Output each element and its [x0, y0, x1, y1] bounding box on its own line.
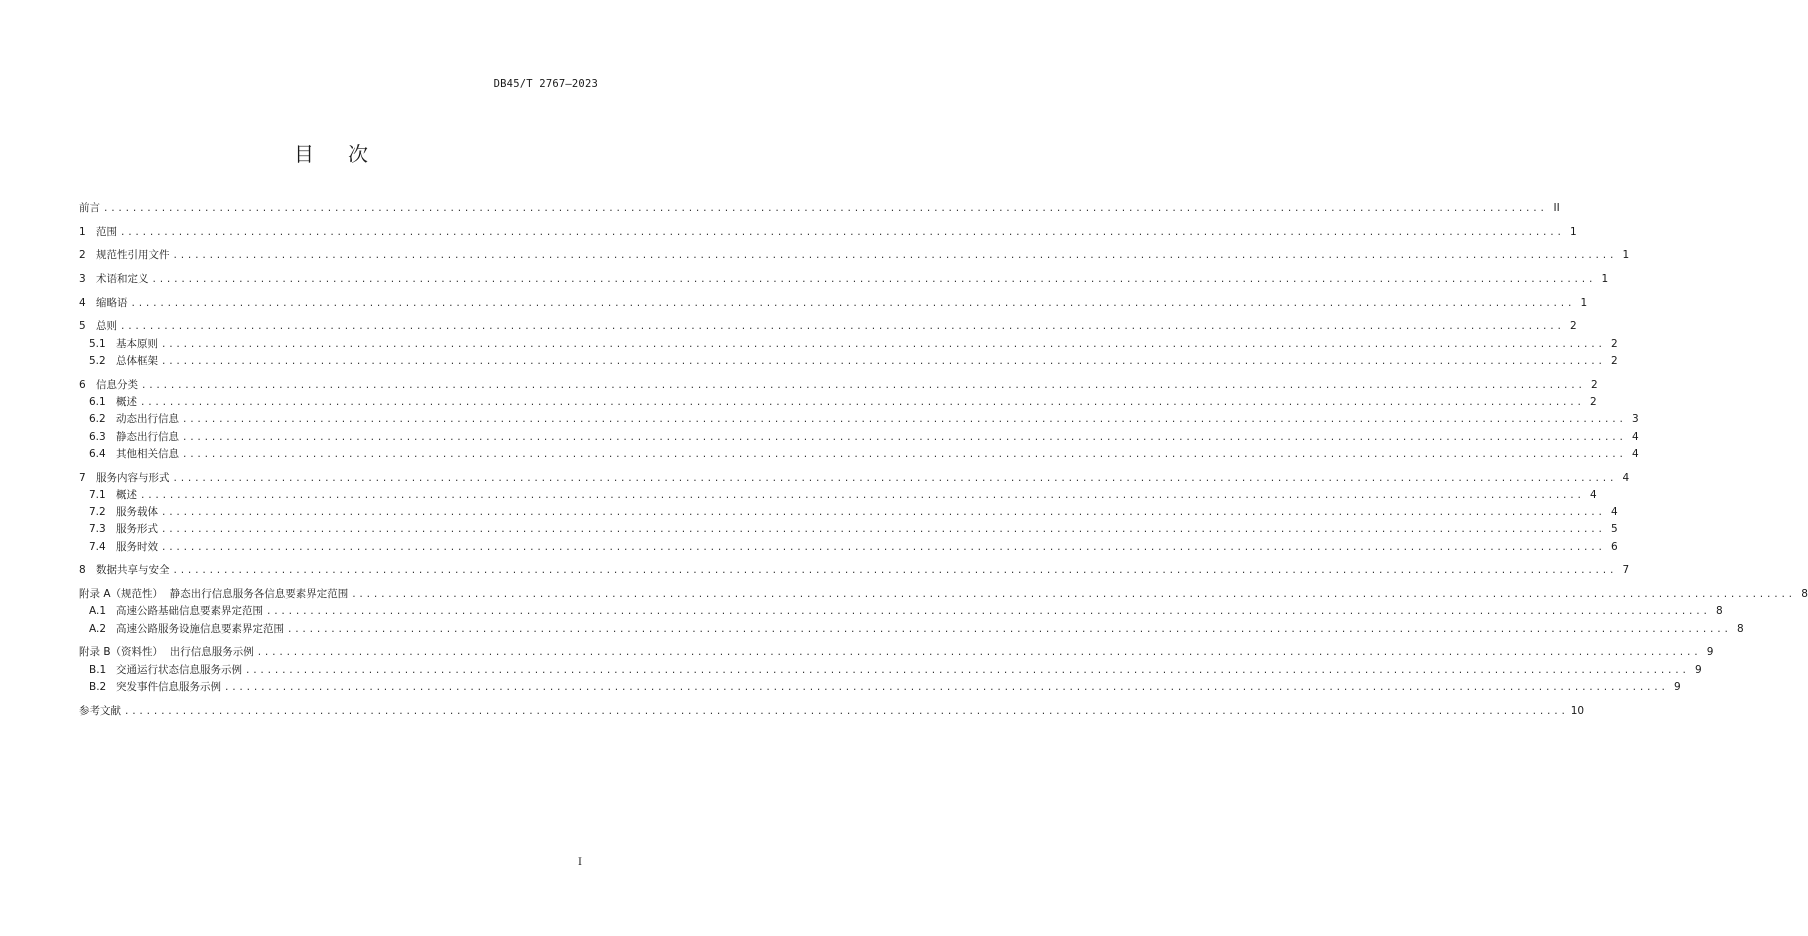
- toc-entry[interactable]: [79, 430, 1639, 445]
- toc-entry[interactable]: [79, 447, 1639, 462]
- toc-entry-label: 动态出行信息: [116, 413, 179, 426]
- toc-entry-page: 8: [1737, 622, 1744, 635]
- toc-entry-number: 8: [79, 564, 86, 577]
- toc-entry[interactable]: [79, 622, 1744, 637]
- toc-entry-page: 2: [1591, 378, 1598, 391]
- toc-entry-number: 7.3: [89, 523, 106, 536]
- dot-leader: ........................................................................................................................................................................................................: [161, 357, 1605, 368]
- toc-entry-number: 4: [79, 296, 86, 309]
- toc-entry-page: 4: [1611, 506, 1618, 519]
- toc-entry[interactable]: [79, 249, 1630, 263]
- toc-entry-label: 附录 A（规范性） 静态出行信息服务各信息要素界定范围: [79, 588, 349, 601]
- title-char-2: 次: [348, 142, 368, 166]
- toc-entry-page: 2: [1590, 396, 1597, 409]
- toc-entry-page: 1: [1622, 249, 1630, 262]
- toc-entry[interactable]: [79, 296, 1588, 311]
- toc-entry-label: 高速公路基础信息要素界定范围: [116, 605, 263, 618]
- toc-entry-page: 10: [1570, 704, 1585, 717]
- toc-entry-label: 范围: [96, 225, 117, 238]
- toc-entry-label: 服务内容与形式: [96, 471, 170, 484]
- dot-leader: ........................................................................................................................................................................................................: [245, 665, 1689, 676]
- toc-entry-number: 7: [79, 471, 86, 484]
- toc-entry[interactable]: [79, 413, 1639, 427]
- toc-entry-number: 5: [79, 320, 86, 333]
- toc-entry-label: 附录 B（资料性） 出行信息服务示例: [79, 646, 254, 659]
- toc-entry[interactable]: [79, 225, 1577, 240]
- toc-entry-label: 术语和定义: [96, 273, 149, 286]
- toc-entry-label: 服务形式: [116, 523, 158, 536]
- toc-entry-page: 4: [1632, 447, 1639, 460]
- table-of-contents: [79, 199, 1808, 719]
- dot-leader: ........................................................................................................................................................................................................: [141, 380, 1585, 391]
- title-char-1: 目: [294, 142, 314, 166]
- dot-leader: ........................................................................................................................................................................................................: [103, 204, 1547, 214]
- toc-entry-label: 概述: [116, 488, 137, 501]
- toc-entry[interactable]: [79, 605, 1723, 619]
- toc-entry-page: 2: [1611, 355, 1618, 368]
- toc-entry-label: 总则: [96, 320, 117, 333]
- toc-entry-label: 信息分类: [96, 378, 138, 391]
- toc-entry-label: 前言: [79, 202, 100, 214]
- toc-entry-label: 突发事件信息服务示例: [116, 681, 221, 694]
- toc-entry-page: 9: [1706, 646, 1714, 659]
- toc-entry[interactable]: [79, 663, 1702, 678]
- dot-leader: ........................................................................................................................................................................................................: [351, 590, 1795, 601]
- toc-entry-page: 1: [1570, 225, 1577, 238]
- toc-entry[interactable]: [79, 704, 1585, 719]
- toc-entry-page: 3: [1632, 413, 1639, 426]
- page-title: [0, 138, 662, 167]
- toc-entry-label: 参考文献: [79, 704, 121, 717]
- toc-entry-label: 服务载体: [116, 506, 158, 519]
- toc-entry[interactable]: [79, 378, 1598, 393]
- toc-entry-number: B.1: [89, 663, 107, 676]
- dot-leader: ........................................................................................................................................................................................................: [266, 607, 1710, 618]
- toc-entry-page: 9: [1674, 681, 1681, 694]
- toc-entry-label: 服务时效: [116, 540, 158, 553]
- toc-entry-page: 6: [1611, 540, 1618, 553]
- toc-entry[interactable]: [79, 396, 1597, 410]
- dot-leader: ........................................................................................................................................................................................................: [287, 624, 1731, 635]
- toc-entry[interactable]: [79, 646, 1714, 660]
- toc-entry[interactable]: [79, 540, 1618, 555]
- toc-entry-number: 7.2: [89, 506, 106, 519]
- toc-entry[interactable]: [79, 337, 1618, 352]
- dot-leader: ........................................................................................................................................................................................................: [224, 683, 1668, 694]
- toc-entry-number: B.2: [89, 681, 107, 694]
- toc-entry-number: 3: [79, 273, 86, 286]
- toc-entry-label: 数据共享与安全: [96, 564, 170, 577]
- toc-entry[interactable]: [79, 320, 1577, 334]
- toc-entry-number: 5.2: [89, 355, 106, 368]
- dot-leader: ........................................................................................................................................................................................................: [140, 398, 1584, 409]
- dot-leader: ........................................................................................................................................................................................................: [140, 490, 1584, 501]
- toc-entry-page: 9: [1695, 663, 1702, 676]
- toc-entry-page: II: [1553, 202, 1560, 214]
- toc-entry-page: 4: [1622, 471, 1630, 484]
- toc-entry-page: 5: [1611, 523, 1618, 536]
- toc-entry[interactable]: [79, 488, 1597, 503]
- toc-entry-page: 1: [1601, 273, 1609, 286]
- dot-leader: ........................................................................................................................................................................................................: [182, 449, 1626, 460]
- dot-leader: ........................................................................................................................................................................................................: [172, 566, 1617, 577]
- toc-entry-number: 7.1: [89, 488, 106, 501]
- toc-entry-label: 概述: [116, 396, 137, 409]
- toc-entry-number: 5.1: [89, 337, 106, 350]
- document-code: DB45/T 2767—2023: [493, 78, 598, 90]
- toc-entry[interactable]: [79, 588, 1808, 602]
- dot-leader: ........................................................................................................................................................................................................: [256, 648, 1701, 659]
- toc-entry[interactable]: [79, 471, 1630, 486]
- toc-entry-page: 8: [1801, 588, 1808, 601]
- toc-entry-page: 8: [1716, 605, 1723, 618]
- toc-entry-number: A.2: [89, 622, 107, 635]
- dot-leader: ........................................................................................................................................................................................................: [182, 415, 1626, 426]
- toc-entry-label: 规范性引用文件: [96, 249, 170, 262]
- dot-leader: ........................................................................................................................................................................................................: [161, 525, 1605, 536]
- page-number: I: [578, 857, 582, 868]
- toc-entry[interactable]: [79, 202, 1560, 216]
- toc-entry[interactable]: [79, 273, 1609, 287]
- toc-entry[interactable]: [79, 681, 1681, 695]
- toc-entry[interactable]: [79, 355, 1618, 369]
- dot-leader: ........................................................................................................................................................................................................: [161, 508, 1605, 519]
- dot-leader: ........................................................................................................................................................................................................: [120, 322, 1564, 333]
- toc-entry-page: 4: [1590, 488, 1597, 501]
- toc-entry-number: 6.2: [89, 413, 106, 426]
- toc-entry-label: 其他相关信息: [116, 447, 179, 460]
- toc-entry[interactable]: [79, 564, 1630, 578]
- dot-leader: ........................................................................................................................................................................................................: [172, 251, 1617, 262]
- toc-entry-label: 缩略语: [96, 296, 128, 309]
- dot-leader: ........................................................................................................................................................................................................: [182, 432, 1626, 443]
- toc-entry-label: 静态出行信息: [116, 430, 179, 443]
- toc-entry-label: 高速公路服务设施信息要素界定范围: [116, 622, 284, 635]
- dot-leader: ........................................................................................................................................................................................................: [130, 298, 1575, 309]
- toc-entry[interactable]: [79, 523, 1618, 537]
- dot-leader: ........................................................................................................................................................................................................: [161, 339, 1605, 350]
- toc-entry-page: 4: [1632, 430, 1639, 443]
- toc-entry[interactable]: [79, 506, 1618, 520]
- toc-entry-number: 6: [79, 378, 86, 391]
- toc-entry-page: 1: [1580, 296, 1588, 309]
- dot-leader: ........................................................................................................................................................................................................: [124, 706, 1568, 717]
- toc-entry-number: 6.4: [89, 447, 106, 460]
- dot-leader: ........................................................................................................................................................................................................: [172, 473, 1617, 484]
- toc-entry-page: 7: [1622, 564, 1630, 577]
- toc-entry-label: 总体框架: [116, 355, 158, 368]
- toc-entry-number: 6.1: [89, 396, 106, 409]
- toc-entry-label: 基本原则: [116, 337, 158, 350]
- toc-entry-number: 2: [79, 249, 86, 262]
- toc-entry-page: 2: [1570, 320, 1577, 333]
- dot-leader: ........................................................................................................................................................................................................: [161, 542, 1605, 553]
- toc-entry-page: 2: [1611, 337, 1618, 350]
- dot-leader: ........................................................................................................................................................................................................: [120, 227, 1564, 238]
- toc-entry-number: 7.4: [89, 540, 106, 553]
- toc-entry-number: 6.3: [89, 430, 106, 443]
- toc-entry-label: 交通运行状态信息服务示例: [116, 663, 242, 676]
- toc-entry-number: A.1: [89, 605, 107, 618]
- dot-leader: ........................................................................................................................................................................................................: [151, 275, 1596, 286]
- toc-entry-number: 1: [79, 225, 86, 238]
